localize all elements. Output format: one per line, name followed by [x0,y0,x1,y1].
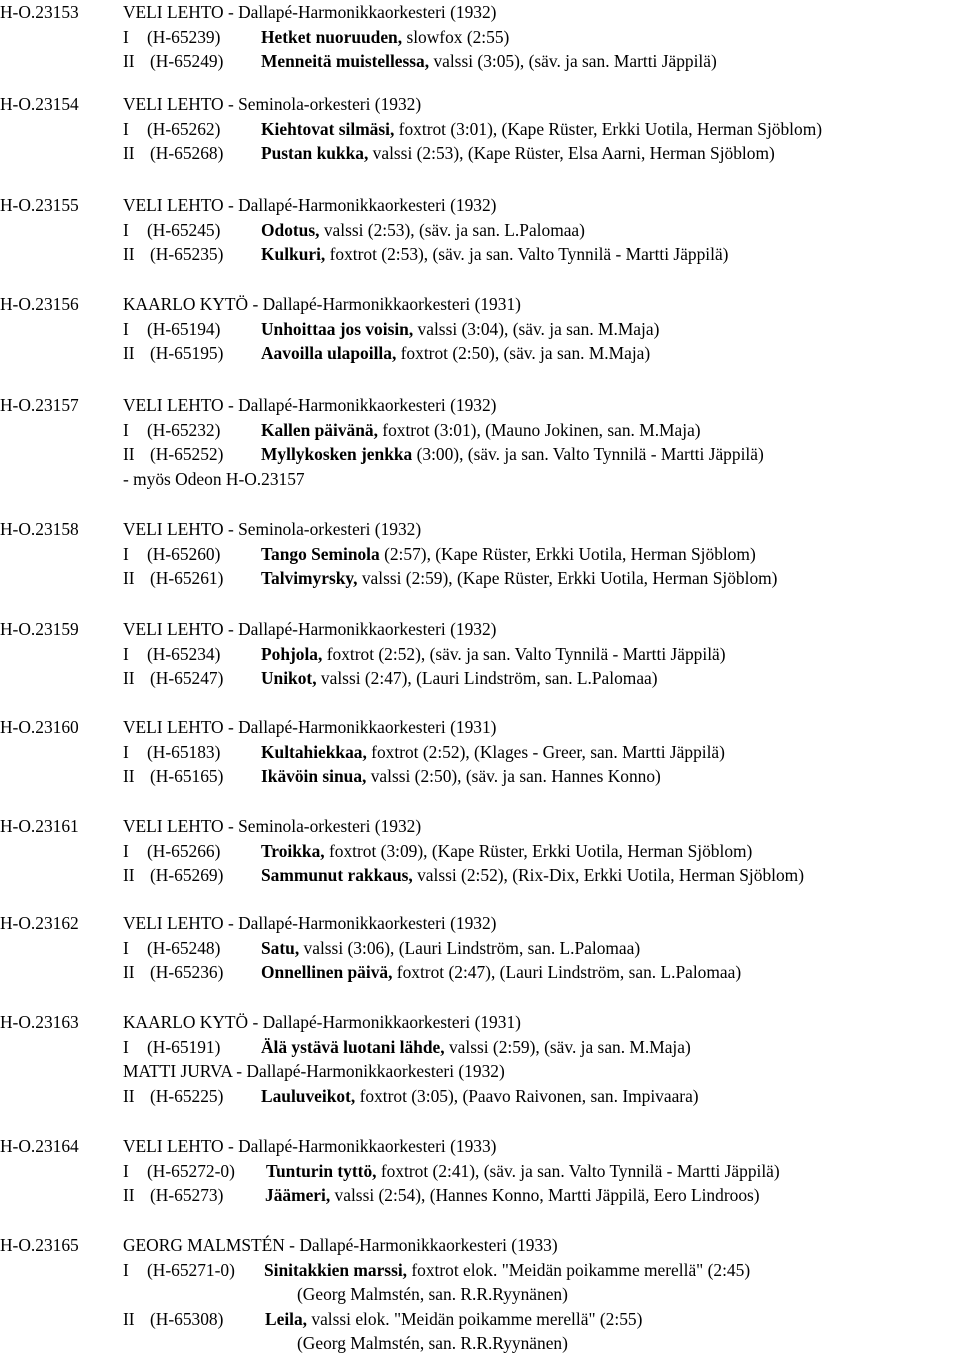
track-details [261,542,756,567]
record-side: II [123,343,135,364]
track-title: Älä ystävä luotani lähde, [261,1036,445,1057]
entry-header-line [0,814,960,839]
track-line [0,642,960,667]
artist-orchestra-header: VELI LEHTO - Seminola-orkesteri (1932) [123,816,422,836]
track-info: valssi (3:04), (säv. ja san. M.Maja) [413,318,660,339]
matrix-number: (H-65239) [147,26,221,47]
artist-orchestra-header: VELI LEHTO - Dallapé-Harmonikkaorkesteri (1932) [123,913,497,933]
track-line [0,418,960,443]
entry-header-line [0,1010,960,1035]
track-line [0,1035,960,1060]
record-side: I [123,26,129,47]
track-info: valssi (3:06), (Lauri Lindström, san. L.Palomaa) [299,937,641,958]
catalog-entry [0,1010,960,1108]
record-side: II [123,668,135,689]
track-details [261,839,752,864]
matrix-number: (H-65194) [147,318,221,339]
track-line [0,117,960,142]
track-details [261,740,725,765]
catalog-number: H-O.23154 [0,94,79,114]
matrix-number: (H-65191) [147,1036,221,1057]
catalog-entry [0,911,960,985]
matrix-number: (H-65252) [150,444,224,465]
secondary-header-line [0,1059,960,1084]
track-info: (3:00), (säv. ja san. Valto Tynnilä - Martti Jäppilä) [412,444,764,465]
artist-orchestra-header: VELI LEHTO - Dallapé-Harmonikkaorkesteri (1932) [123,619,497,639]
track-info: valssi (2:59), (säv. ja san. M.Maja) [444,1036,691,1057]
track-info: foxtrot (2:53), (säv. ja san. Valto Tynnilä - Martti Jäppilä) [325,244,729,265]
track-details [261,960,741,985]
matrix-number: (H-65268) [150,143,224,164]
catalog-number: H-O.23155 [0,195,79,215]
track-title: Tango Seminola [261,543,380,564]
artist-orchestra-header: VELI LEHTO - Dallapé-Harmonikkaorkesteri (1932) [123,2,497,22]
record-side: I [123,219,129,240]
track-line [0,1258,960,1283]
matrix-number: (H-65236) [150,962,224,983]
matrix-number: (H-65271-0) [147,1259,235,1280]
artist-orchestra-header: KAARLO KYTÖ - Dallapé-Harmonikkaorkesteri (1931) [123,294,521,314]
matrix-number: (H-65261) [150,568,224,589]
record-side: I [123,543,129,564]
record-side: I [123,1259,129,1280]
catalog-number: H-O.23153 [0,2,79,22]
record-side: I [123,840,129,861]
track-line [0,863,960,888]
record-side: II [123,1308,135,1329]
record-side: II [123,1185,135,1206]
track-line [0,764,960,789]
track-title: Ikävöin sinua, [261,766,367,787]
catalog-number: H-O.23157 [0,395,79,415]
track-line [0,242,960,267]
track-details [261,1035,691,1060]
track-info: valssi (2:59), (Kape Rüster, Erkki Uotila, Herman Sjöblom) [357,568,778,589]
track-details [261,242,728,267]
track-title: Troikka, [261,840,325,861]
track-info: foxtrot (3:01), (Mauno Jokinen, san. M.Maja) [377,419,701,440]
track-title: Unhoittaa jos voisin, [261,318,414,339]
catalog-entry [0,617,960,691]
track-title: Pohjola, [261,643,323,664]
track-line [0,666,960,691]
track-details [261,117,822,142]
note-line [0,467,960,492]
track-details [261,25,509,50]
track-title: Lauluveikot, [261,1085,356,1106]
track-line [0,141,960,166]
record-side: I [123,318,129,339]
track-title: Hetket nuoruuden, [261,26,403,47]
track-details [261,936,640,961]
track-details [266,1159,780,1184]
track-title: Odotus, [261,219,320,240]
artist-orchestra-header: MATTI JURVA - Dallapé-Harmonikkaorkesteri (1932) [123,1061,505,1082]
track-info: foxtrot (2:47), (Lauri Lindström, san. L.Palomaa) [392,962,742,983]
track-line [0,740,960,765]
artist-orchestra-header: VELI LEHTO - Dallapé-Harmonikkaorkesteri (1932) [123,395,497,415]
entry-header-line [0,911,960,936]
track-info: foxtrot (3:09), (Kape Rüster, Erkki Uotila, Herman Sjöblom) [324,840,753,861]
track-line [0,1084,960,1109]
track-title: Jäämeri, [265,1185,331,1206]
catalog-entry [0,193,960,267]
record-side: I [123,937,129,958]
record-side: I [123,1160,129,1181]
catalog-number: H-O.23160 [0,717,79,737]
matrix-number: (H-65165) [150,766,224,787]
artist-orchestra-header: VELI LEHTO - Seminola-orkesteri (1932) [123,519,422,539]
track-info: valssi (2:52), (Rix-Dix, Erkki Uotila, Herman Sjöblom) [412,865,804,886]
matrix-number: (H-65234) [147,643,221,664]
matrix-number: (H-65183) [147,741,221,762]
track-details [261,566,777,591]
matrix-number: (H-65266) [147,840,221,861]
track-info: valssi (2:53), (säv. ja san. L.Palomaa) [319,219,585,240]
track-info: foxtrot elok. "Meidän poikamme merellä" (2:45) [407,1259,751,1280]
track-line [0,1307,960,1332]
track-line [0,542,960,567]
entry-header-line [0,0,960,25]
track-line [0,1183,960,1208]
matrix-number: (H-65235) [150,244,224,265]
record-side: I [123,741,129,762]
track-line [0,1159,960,1184]
matrix-number: (H-65273) [150,1185,224,1206]
track-details [261,341,650,366]
track-line [0,936,960,961]
track-line [0,442,960,467]
matrix-number: (H-65308) [150,1308,224,1329]
track-details [261,1084,699,1109]
track-info: foxtrot (3:05), (Paavo Raivonen, san. Impivaara) [355,1085,699,1106]
track-line [0,25,960,50]
track-title: Pustan kukka, [261,143,369,164]
entry-header-line [0,715,960,740]
entry-header-line [0,517,960,542]
catalog-number: H-O.23158 [0,519,79,539]
track-details [265,1307,642,1332]
matrix-number: (H-65260) [147,543,221,564]
matrix-number: (H-65269) [150,865,224,886]
catalog-number: H-O.23164 [0,1136,79,1156]
track-info: foxtrot (2:41), (säv. ja san. Valto Tynnilä - Martti Jäppilä) [376,1160,780,1181]
catalog-entry [0,517,960,591]
catalog-number: H-O.23165 [0,1235,79,1255]
reissue-note: - myös Odeon H-O.23157 [123,468,305,489]
track-details [261,49,717,74]
track-line [0,960,960,985]
track-title: Leila, [265,1308,308,1329]
record-side: I [123,643,129,664]
catalog-number: H-O.23162 [0,913,79,933]
track-info: foxtrot (2:52), (Klages - Greer, san. Martti Jäppilä) [366,741,725,762]
track-title: Talvimyrsky, [261,568,358,589]
track-details [261,442,764,467]
track-title: Menneitä muistellessa, [261,51,430,72]
track-credits: (Georg Malmstén, san. R.R.Ryynänen) [297,1333,568,1354]
catalog-entry [0,814,960,888]
catalog-entry [0,92,960,166]
catalog-entry [0,393,960,491]
artist-orchestra-header: GEORG MALMSTÉN - Dallapé-Harmonikkaorkesteri (1933) [123,1235,558,1255]
track-title: Myllykosken jenkka [261,444,413,465]
track-title: Satu, [261,937,300,958]
track-details [261,642,726,667]
track-info: foxtrot (2:52), (säv. ja san. Valto Tynnilä - Martti Jäppilä) [322,643,726,664]
catalog-entry [0,292,960,366]
artist-orchestra-header: KAARLO KYTÖ - Dallapé-Harmonikkaorkesteri (1931) [123,1012,521,1032]
track-title: Kiehtovat silmäsi, [261,118,395,139]
artist-orchestra-header: VELI LEHTO - Seminola-orkesteri (1932) [123,94,422,114]
entry-header-line [0,1134,960,1159]
credits-continuation [0,1282,960,1307]
record-side: II [123,962,135,983]
track-details [265,1183,760,1208]
track-details [261,764,661,789]
track-info: (2:57), (Kape Rüster, Erkki Uotila, Herman Sjöblom) [379,543,756,564]
track-details [264,1258,750,1283]
catalog-number: H-O.23163 [0,1012,79,1032]
catalog-number: H-O.23161 [0,816,79,836]
matrix-number: (H-65232) [147,419,221,440]
track-title: Kulkuri, [261,244,326,265]
catalog-entry [0,1134,960,1208]
entry-header-line [0,393,960,418]
record-side: II [123,568,135,589]
track-title: Aavoilla ulapoilla, [261,343,397,364]
record-side: II [123,444,135,465]
catalog-entry [0,0,960,74]
record-side: I [123,419,129,440]
matrix-number: (H-65247) [150,668,224,689]
matrix-number: (H-65248) [147,937,221,958]
entry-header-line [0,92,960,117]
catalog-number: H-O.23159 [0,619,79,639]
record-side: I [123,1036,129,1057]
track-info: valssi (2:50), (säv. ja san. Hannes Konno) [366,766,661,787]
track-info: valssi (2:54), (Hannes Konno, Martti Jäppilä, Eero Lindroos) [330,1185,760,1206]
track-info: valssi (3:05), (säv. ja san. Martti Jäppilä) [429,51,717,72]
credits-continuation [0,1331,960,1356]
record-side: II [123,865,135,886]
track-title: Kallen päivänä, [261,419,378,440]
track-details [261,666,658,691]
track-line [0,566,960,591]
track-title: Tunturin tyttö, [266,1160,377,1181]
track-info: foxtrot (3:01), (Kape Rüster, Erkki Uotila, Herman Sjöblom) [394,118,823,139]
track-line [0,49,960,74]
record-side: II [123,244,135,265]
track-title: Sammunut rakkaus, [261,865,413,886]
track-details [261,863,804,888]
matrix-number: (H-65249) [150,51,224,72]
artist-orchestra-header: VELI LEHTO - Dallapé-Harmonikkaorkesteri (1932) [123,195,497,215]
matrix-number: (H-65225) [150,1085,224,1106]
track-info: valssi elok. "Meidän poikamme merellä" (2:55) [307,1308,643,1329]
record-side: II [123,1085,135,1106]
record-side: II [123,143,135,164]
track-title: Onnellinen päivä, [261,962,393,983]
track-line [0,317,960,342]
track-details [261,418,701,443]
track-line [0,218,960,243]
track-line [0,341,960,366]
track-details [261,218,585,243]
track-info: slowfox (2:55) [402,26,510,47]
record-side: II [123,51,135,72]
track-info: valssi (2:53), (Kape Rüster, Elsa Aarni, Herman Sjöblom) [368,143,775,164]
matrix-number: (H-65272-0) [147,1160,235,1181]
track-details [261,317,659,342]
matrix-number: (H-65262) [147,118,221,139]
track-details [261,141,775,166]
entry-header-line [0,193,960,218]
matrix-number: (H-65245) [147,219,221,240]
entry-header-line [0,1233,960,1258]
track-line [0,839,960,864]
track-credits: (Georg Malmstén, san. R.R.Ryynänen) [297,1284,568,1305]
artist-orchestra-header: VELI LEHTO - Dallapé-Harmonikkaorkesteri (1931) [123,717,497,737]
catalog-entry [0,1233,960,1356]
record-side: II [123,766,135,787]
entry-header-line [0,617,960,642]
track-title: Sinitakkien marssi, [264,1259,408,1280]
record-side: I [123,118,129,139]
track-title: Unikot, [261,668,317,689]
matrix-number: (H-65195) [150,343,224,364]
catalog-entry [0,715,960,789]
catalog-number: H-O.23156 [0,294,79,314]
track-info: valssi (2:47), (Lauri Lindström, san. L.Palomaa) [316,668,658,689]
artist-orchestra-header: VELI LEHTO - Dallapé-Harmonikkaorkesteri (1933) [123,1136,497,1156]
track-info: foxtrot (2:50), (säv. ja san. M.Maja) [396,343,651,364]
track-title: Kultahiekkaa, [261,741,367,762]
entry-header-line [0,292,960,317]
